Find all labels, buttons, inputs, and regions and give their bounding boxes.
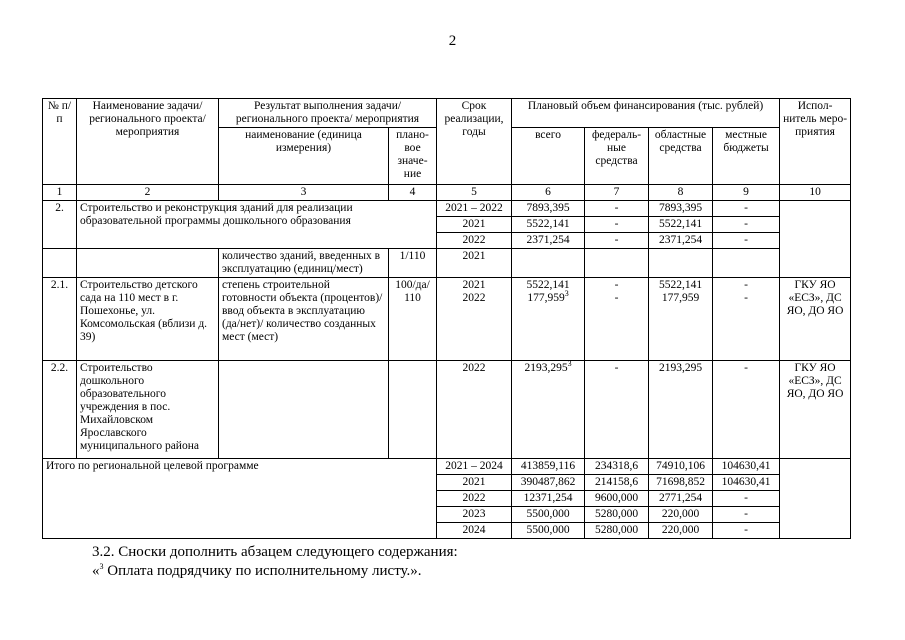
footnote-mark: 3 — [567, 359, 572, 369]
col-number: 1 — [43, 185, 77, 201]
footnote-mark: 3 — [99, 562, 104, 571]
row2-federal: - — [585, 233, 649, 249]
row2-indicator: количество зданий, введенных в эксплуатацию (единиц/мест) — [219, 249, 389, 278]
row21-federal: - — [614, 279, 619, 291]
col-number: 4 — [389, 185, 437, 201]
row21-result: степень строительной готовности объекта (процентов)/ ввод объекта в эксплуатацию (да/нет)/ количество созданных мест (мест) — [219, 278, 389, 361]
row21-terms — [437, 278, 512, 361]
empty-cell — [77, 249, 219, 278]
row2-regional: 2371,254 — [649, 233, 713, 249]
totals-local: 104630,41 — [713, 475, 780, 491]
totals-total: 12371,254 — [512, 491, 585, 507]
totals-total: 390487,862 — [512, 475, 585, 491]
header-fin-regional: областные средства — [649, 128, 713, 185]
row21-term: 2021 — [462, 279, 486, 291]
row2-term: 2022 — [437, 233, 512, 249]
empty-cell — [585, 249, 649, 278]
totals-term: 2022 — [437, 491, 512, 507]
row2-federal: - — [585, 217, 649, 233]
totals-regional: 220,000 — [649, 507, 713, 523]
row21-regional: 5522,141 — [658, 279, 703, 291]
totals-regional: 220,000 — [649, 523, 713, 539]
header-fin-federal: федераль-ные средства — [585, 128, 649, 185]
row2-total: 5522,141 — [512, 217, 585, 233]
column-numbers-row — [43, 185, 851, 201]
table-row — [43, 361, 851, 459]
row2-indicator-term: 2021 — [437, 249, 512, 278]
totals-term: 2021 — [437, 475, 512, 491]
row21-total: 177,959 — [527, 292, 565, 304]
table-row — [43, 278, 851, 361]
footnote-mark: 3 — [564, 289, 569, 299]
table-row — [43, 201, 851, 217]
col-number: 10 — [780, 185, 851, 201]
totals-regional: 2771,254 — [649, 491, 713, 507]
row2-total: 2371,254 — [512, 233, 585, 249]
empty-cell — [649, 249, 713, 278]
row2-regional: 7893,395 — [649, 201, 713, 217]
page-number: 2 — [448, 33, 457, 49]
totals-federal: 214158,6 — [585, 475, 649, 491]
totals-local: - — [713, 507, 780, 523]
row22-total: 2193,295 — [524, 362, 568, 374]
header-fin-total: всего — [512, 128, 585, 185]
row2-regional: 5522,141 — [649, 217, 713, 233]
row22-name: Строительство дошкольного образовательного учреждения в пос. Михайловском Ярославского муниципального района — [77, 361, 219, 459]
totals-federal: 5280,000 — [585, 507, 649, 523]
totals-federal: 5280,000 — [585, 523, 649, 539]
row21-local: - — [744, 292, 748, 304]
row2-local: - — [713, 201, 780, 217]
col-number: 2 — [77, 185, 219, 201]
table-row — [43, 459, 851, 475]
totals-regional: 71698,852 — [649, 475, 713, 491]
empty-cell — [713, 249, 780, 278]
totals-local: 104630,41 — [713, 459, 780, 475]
row22-executor: ГКУ ЯО «ЕСЗ», ДС ЯО, ДО ЯО — [780, 361, 851, 459]
row21-regional: 177,959 — [661, 292, 700, 304]
row22-local: - — [713, 361, 780, 459]
financing-table — [42, 98, 851, 539]
totals-total: 413859,116 — [512, 459, 585, 475]
footnote-line-2 — [92, 562, 458, 581]
row21-federal: - — [614, 292, 619, 304]
row21-total-line — [515, 289, 581, 305]
totals-local: - — [713, 523, 780, 539]
row2-term: 2021 — [437, 217, 512, 233]
row22-regional: 2193,295 — [649, 361, 713, 459]
row21-term: 2022 — [462, 292, 486, 304]
totals-total: 5500,000 — [512, 507, 585, 523]
totals-total: 5500,000 — [512, 523, 585, 539]
col-number: 9 — [713, 185, 780, 201]
empty-cell — [43, 249, 77, 278]
row21-federal-cell — [585, 278, 649, 361]
row21-executor: ГКУ ЯО «ЕСЗ», ДС ЯО, ДО ЯО — [780, 278, 851, 361]
row22-num: 2.2. — [43, 361, 77, 459]
header-result-value: плано-вое значе-ние — [389, 128, 437, 185]
col-number: 6 — [512, 185, 585, 201]
row21-num: 2.1. — [43, 278, 77, 361]
empty-cell — [389, 361, 437, 459]
row21-regional-cell — [649, 278, 713, 361]
totals-term: 2023 — [437, 507, 512, 523]
footnote-line-1: 3.2. Сноски дополнить абзацем следующего содержания: — [92, 544, 458, 560]
header-executor: Испол-нитель меро-приятия — [780, 99, 851, 185]
row2-indicator-value: 1/110 — [389, 249, 437, 278]
row21-name: Строительство детского сада на 110 мест в г. Пошехонье, ул. Комсомольская (вблизи д. 39) — [77, 278, 219, 361]
col-number: 8 — [649, 185, 713, 201]
row21-value: 100/да/ 110 — [389, 278, 437, 361]
header-task: Наименование задачи/ регионального проекта/ мероприятия — [77, 99, 219, 185]
totals-term: 2021 – 2024 — [437, 459, 512, 475]
totals-term: 2024 — [437, 523, 512, 539]
totals-label: Итого по региональной целевой программе — [43, 459, 437, 539]
row2-total: 7893,395 — [512, 201, 585, 217]
row2-num: 2. — [43, 201, 77, 249]
row2-executor — [780, 201, 851, 278]
row2-local: - — [713, 233, 780, 249]
row2-local: - — [713, 217, 780, 233]
row21-local-cell — [713, 278, 780, 361]
header-financing: Плановый объем финансирования (тыс. рублей) — [512, 99, 780, 128]
col-number: 3 — [219, 185, 389, 201]
totals-federal: 234318,6 — [585, 459, 649, 475]
row22-term: 2022 — [437, 361, 512, 459]
header-result: Результат выполнения задачи/ регионального проекта/ мероприятия — [219, 99, 437, 128]
footnote-open-quote: « — [92, 563, 100, 579]
row2-name: Строительство и реконструкция зданий для реализации образовательной программы дошкольного образования — [77, 201, 437, 249]
empty-cell — [219, 361, 389, 459]
row22-federal: - — [585, 361, 649, 459]
row2-term: 2021 – 2022 — [437, 201, 512, 217]
footnote-block — [92, 543, 458, 581]
footnote-text: Оплата подрядчику по исполнительному листу.». — [103, 563, 422, 579]
totals-executor — [780, 459, 851, 539]
header-row — [43, 99, 851, 128]
empty-cell — [512, 249, 585, 278]
totals-regional: 74910,106 — [649, 459, 713, 475]
row22-total-cell — [512, 361, 585, 459]
table-row — [43, 249, 851, 278]
row21-local: - — [744, 279, 748, 291]
row2-federal: - — [585, 201, 649, 217]
header-fin-local: местные бюджеты — [713, 128, 780, 185]
header-term: Срок реализации, годы — [437, 99, 512, 185]
row21-totals — [512, 278, 585, 361]
row21-total: 5522,141 — [526, 279, 570, 291]
header-result-name: наименование (единица измерения) — [219, 128, 389, 185]
col-number: 7 — [585, 185, 649, 201]
col-number: 5 — [437, 185, 512, 201]
totals-federal: 9600,000 — [585, 491, 649, 507]
header-num: № п/п — [43, 99, 77, 185]
totals-local: - — [713, 491, 780, 507]
